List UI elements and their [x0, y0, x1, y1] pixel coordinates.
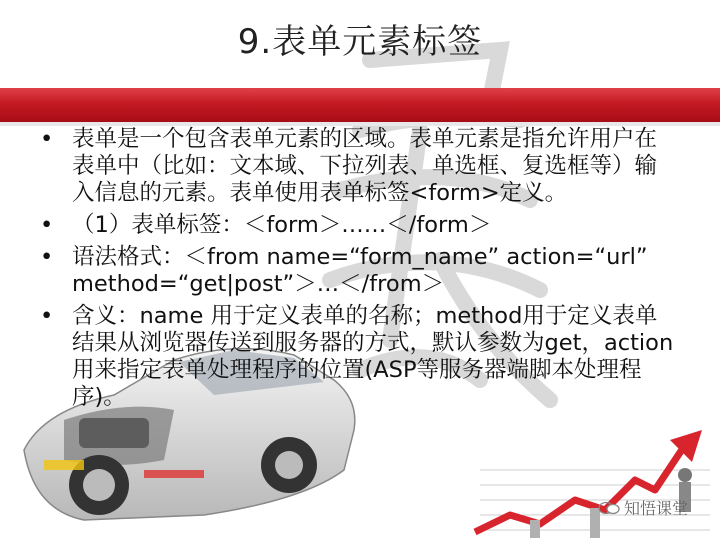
bullet-text: 含义：name 用于定义表单的名称；method用于定义表单结果从浏览器传送到服务器的方式，默认参数为get，action用来指定表单处理程序的位置(ASP等服务器端脚本处理程序)。 — [72, 303, 674, 410]
bullet-text: 表单是一个包含表单元素的区域。表单元素是指允许用户在表单中（比如：文本域、下拉列表、单选框、复选框等）输入信息的元素。表单使用表单标签<form>定义。 — [72, 126, 658, 206]
slide-title: 9.表单元素标签 — [237, 22, 483, 62]
bullet-dot: • — [40, 212, 54, 238]
bullet-dot: • — [40, 303, 54, 329]
rising-arrow-chart-graphic — [470, 420, 720, 540]
bullet-dot: • — [40, 244, 54, 270]
brand-logo — [598, 496, 688, 519]
bullet-item — [36, 303, 676, 411]
chat-bubble-icon — [598, 501, 620, 515]
bullet-item — [36, 126, 676, 207]
bullet-item — [36, 212, 676, 239]
bullet-dot: • — [40, 126, 54, 152]
bullet-item — [36, 244, 676, 298]
bullet-text: （1）表单标签：＜form＞……＜/form＞ — [72, 212, 492, 238]
bullet-list — [36, 126, 676, 416]
title-band — [0, 88, 720, 122]
brand-logo-text: 知悟课堂 — [624, 499, 689, 518]
bullet-text: 语法格式：＜from name=“form_name” action=“url” method=“get|post”＞…＜/from＞ — [72, 244, 648, 297]
